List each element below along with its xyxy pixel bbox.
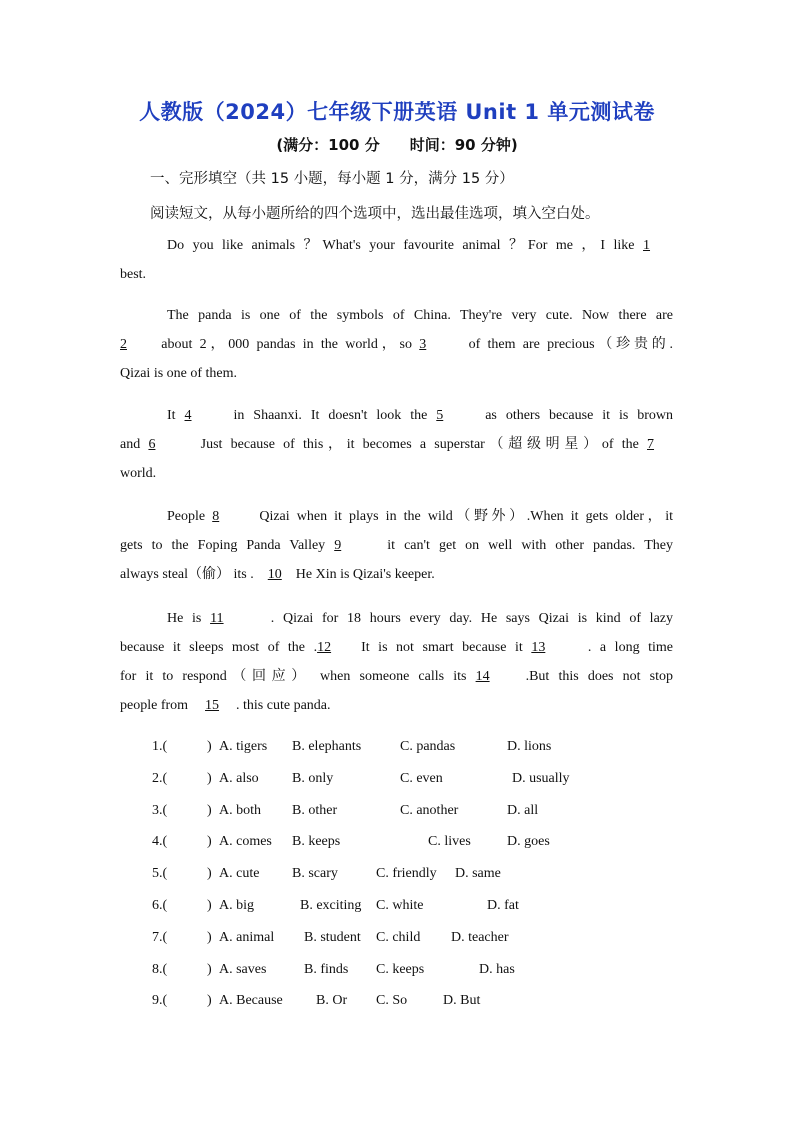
paragraph-2: The panda is one of the symbols of China. They're very cute. Now there are 2 about 2，000 pandas in the world，so 3 of them are precious（珍贵的. Qizai is one of them. — [120, 308, 674, 381]
question-option-row: 5.( ) A. cute B. scary C. friendly D. same — [152, 866, 501, 882]
blank-7: 7 — [647, 437, 655, 452]
blank-4: 4 — [184, 408, 192, 423]
blank-14: 14 — [475, 669, 490, 684]
question-option-row: 7.( ) A. animal B. student C. child D. teacher — [152, 929, 509, 945]
time-info: 时间：90 分钟) — [409, 136, 518, 154]
blank-11: 11 — [210, 611, 224, 626]
blank-12: 12 — [317, 640, 332, 655]
question-option-row: 8.( ) A. saves B. finds C. keeps D. has — [152, 961, 515, 977]
blank-2: 2 — [120, 337, 127, 352]
question-option-row: 6.( ) A. big B. exciting C. white D. fat — [152, 897, 519, 913]
section-instruction: 阅读短文，从每小题所给的四个选项中，选出最佳选项，填入空白处。 — [150, 206, 600, 222]
exam-subtitle — [0, 134, 794, 155]
blank-5: 5 — [436, 408, 444, 423]
paragraph-5: He is 11 . Qizai for 18 hours every day. He says Qizai is kind of lazy because it sleeps most of the .12 It is not smart because it 13 . a long time for it to respond（回应） when someone calls its 14 .But this does not stop people from 15 . this cute panda. — [120, 604, 673, 720]
options-list — [152, 731, 712, 1017]
question-option-row: 1.( ) A. tigers B. elephants C. pandas D. lions — [152, 739, 552, 754]
blank-13: 13 — [531, 640, 546, 655]
question-option-row: 9.( ) A. Because B. Or C. So D. But — [152, 993, 481, 1009]
section-heading: 一、完形填空（共 15 小题，每小题 1 分，满分 15 分） — [150, 171, 514, 187]
exam-title: 人教版（2024）七年级下册英语 Unit 1 单元测试卷 — [139, 100, 655, 124]
blank-8: 8 — [212, 509, 220, 524]
blank-10: 10 — [267, 567, 282, 582]
question-option-row: 4.( ) A. comes B. keeps C. lives D. goes — [152, 834, 550, 850]
blank-15: 15 — [205, 698, 220, 713]
blank-3: 3 — [419, 337, 427, 352]
question-option-row: 2.( ) A. also B. only C. even D. usually — [152, 770, 570, 786]
question-option-row: 3.( ) A. both B. other C. another D. all — [152, 802, 539, 818]
blank-1: 1 — [643, 238, 651, 253]
paragraph-3: It 4 in Shaanxi. It doesn't look the 5 as others because it is brown and 6 Just because of this，it becomes a superstar（超级明星）of the 7 world. — [120, 401, 673, 488]
paragraph-1: Do you like animals ？What's your favourite animal ？For me ，I like 1 best. — [120, 231, 673, 289]
paragraph-4: People 8 Qizai when it plays in the wild（野外）.When it gets older，it gets to the Foping Panda Valley 9 it can't get on well with other pandas. They always steal（偷） its . 10 He Xin is Qizai's keeper. — [120, 502, 673, 589]
blank-6: 6 — [148, 437, 156, 452]
blank-9: 9 — [334, 538, 342, 553]
score-info: (满分：100 分 — [276, 136, 380, 154]
